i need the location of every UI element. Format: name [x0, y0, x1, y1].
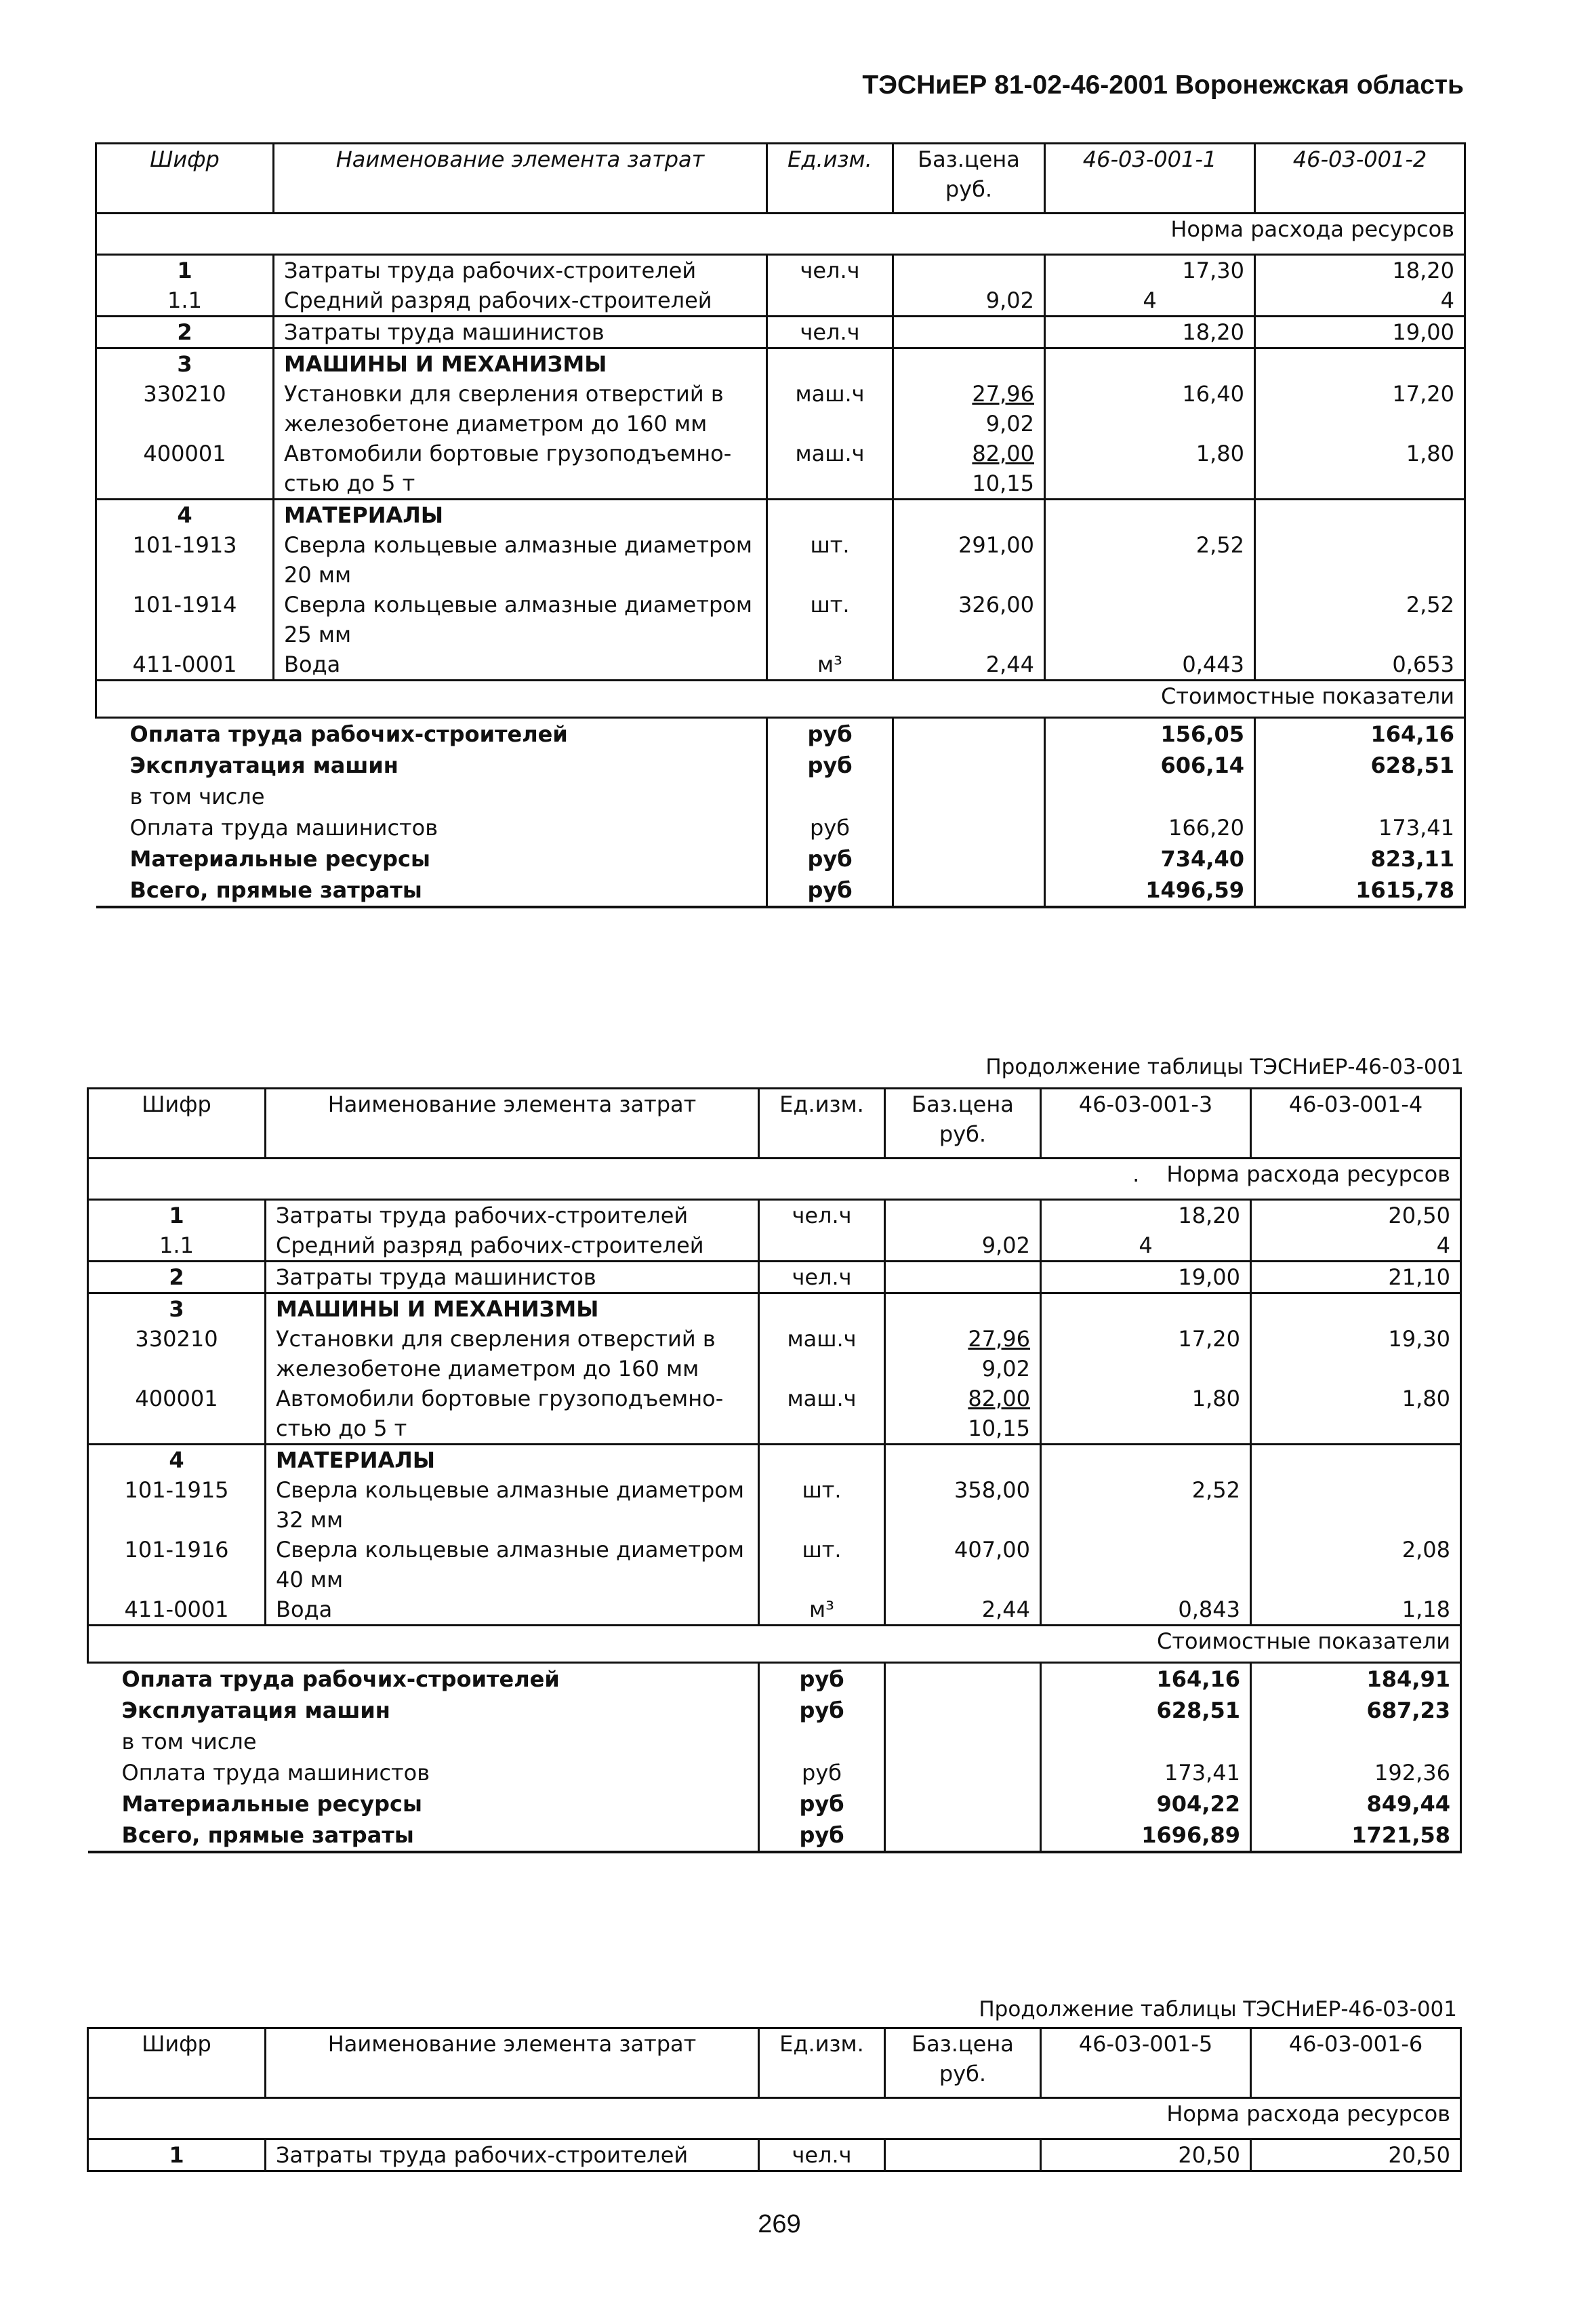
cost-row: [88, 1788, 1461, 1819]
cost-value-a: 1496,59: [1045, 874, 1255, 907]
table-row: 1.1 Средний разряд рабочих-строителей 9,02 4 4: [96, 285, 1465, 317]
column-header-name: Наименование элемента затрат: [266, 1089, 759, 1159]
cost-row: [88, 1757, 1461, 1788]
cost-row: [96, 781, 1465, 812]
cost-value-a: 156,05: [1045, 718, 1255, 750]
table-row: 1.1 Средний разряд рабочих-строителей 9,02 4 4: [88, 1230, 1461, 1262]
table-row: 3 МАШИНЫ И МЕХАНИЗМЫ: [88, 1293, 1461, 1325]
cost-label-text: Оплата труда рабочих-строителей: [88, 1663, 759, 1695]
resource-table-1: [95, 142, 1466, 908]
column-header-price: Баз.цена руб.: [885, 1089, 1041, 1159]
table-header-row: [88, 1089, 1461, 1159]
cost-value-b: 173,41: [1255, 812, 1465, 843]
cost-value-b: 628,51: [1255, 750, 1465, 781]
cost-row: [96, 874, 1465, 907]
cost-unit: руб: [759, 1695, 885, 1726]
table-row: 101-1915 Сверла кольцевые алмазные диаметром 32 мм шт. 358,00 2,52: [88, 1475, 1461, 1535]
column-header-unit: Ед.изм.: [767, 144, 893, 214]
cost-label-text: Эксплуатация машин: [88, 1695, 759, 1726]
column-header-price: Баз.цена руб.: [893, 144, 1045, 214]
table-row: 101-1913 Сверла кольцевые алмазные диаметром 20 мм шт. 291,00 2,52: [96, 530, 1465, 590]
norm-label-row: [96, 214, 1465, 255]
column-header-a: 46-03-001-1: [1045, 144, 1255, 214]
cost-row: [88, 1695, 1461, 1726]
cost-unit: руб: [767, 812, 893, 843]
cost-value-b: 687,23: [1251, 1695, 1461, 1726]
table-row: 330210 Установки для сверления отверстий в железобетоне диаметром до 160 мм маш.ч 27,96 9,02 17,20 19,30: [88, 1324, 1461, 1384]
norm-label-row: [88, 2098, 1461, 2139]
cost-value-a: 164,16: [1041, 1663, 1251, 1695]
norm-label-row: . Норма расхода ресурсов: [88, 1159, 1461, 1200]
cost-row: [88, 1663, 1461, 1695]
cost-value-b: 823,11: [1255, 843, 1465, 874]
norm-label: Норма расхода ресурсов: [1166, 1161, 1450, 1187]
cost-unit: [759, 1726, 885, 1757]
cost-label-text: в том числе: [96, 781, 767, 812]
cost-row: [88, 1726, 1461, 1757]
cost-rows-1: [96, 718, 1465, 908]
cost-value-b: 164,16: [1255, 718, 1465, 750]
cost-value-a: [1041, 1726, 1251, 1757]
continuation-label: Продолжение таблицы ТЭСНиЕР-46-03-001: [979, 1997, 1457, 2022]
cost-value-b: 184,91: [1251, 1663, 1461, 1695]
table-row: 330210 Установки для сверления отверстий в железобетоне диаметром до 160 мм маш.ч 27,96 9,02 16,40 17,20: [96, 379, 1465, 439]
cost-label-row: [88, 1626, 1461, 1663]
continuation-label: Продолжение таблицы ТЭСНиЕР-46-03-001: [985, 1055, 1464, 1079]
column-header-b: 46-03-001-2: [1255, 144, 1465, 214]
cost-unit: руб: [759, 1757, 885, 1788]
resource-table-2: [87, 1087, 1462, 1853]
cost-unit: руб: [767, 750, 893, 781]
cost-unit: руб: [767, 843, 893, 874]
column-header-code: Шифр: [96, 144, 274, 214]
column-header-unit: Ед.изм.: [759, 2028, 885, 2098]
cost-value-a: [1045, 781, 1255, 812]
cost-label-row: [96, 681, 1465, 718]
cost-unit: руб: [759, 1663, 885, 1695]
cost-rows-2: [88, 1663, 1461, 1853]
cost-value-b: [1255, 781, 1465, 812]
cost-value-a: 904,22: [1041, 1788, 1251, 1819]
table-row: 3 МАШИНЫ И МЕХАНИЗМЫ: [96, 348, 1465, 380]
cost-value-a: 166,20: [1045, 812, 1255, 843]
cost-value-b: 192,36: [1251, 1757, 1461, 1788]
table-header-row: [88, 2028, 1461, 2098]
cost-label-text: Всего, прямые затраты: [96, 874, 767, 907]
cost-unit: руб: [759, 1788, 885, 1819]
cost-value-a: 628,51: [1041, 1695, 1251, 1726]
cost-label-text: в том числе: [88, 1726, 759, 1757]
cost-row: [88, 1819, 1461, 1852]
column-header-a: 46-03-001-3: [1041, 1089, 1251, 1159]
cost-label-text: Оплата труда машинистов: [88, 1757, 759, 1788]
column-header-a: 46-03-001-5: [1041, 2028, 1251, 2098]
table-row: 411-0001 Вода м³ 2,44 0,843 1,18: [88, 1594, 1461, 1626]
cost-label-text: Оплата труда рабочих-строителей: [96, 718, 767, 750]
cost-unit: руб: [759, 1819, 885, 1852]
table-row: 4 МАТЕРИАЛЫ: [96, 500, 1465, 531]
column-header-price: Баз.цена руб.: [885, 2028, 1041, 2098]
column-header-unit: Ед.изм.: [759, 1089, 885, 1159]
cost-row: [96, 843, 1465, 874]
page-number: 269: [758, 2210, 801, 2238]
table-row: 411-0001 Вода м³ 2,44 0,443 0,653: [96, 649, 1465, 681]
table-row: 1 Затраты труда рабочих-строителей чел.ч 17,30 18,20: [96, 255, 1465, 286]
cost-value-a: 606,14: [1045, 750, 1255, 781]
table-header-row: [96, 144, 1465, 214]
cost-label: Стоимостные показатели: [96, 681, 1465, 718]
norm-label: Норма расхода ресурсов: [96, 214, 1465, 255]
cost-value-a: 734,40: [1045, 843, 1255, 874]
cost-unit: [767, 781, 893, 812]
table-row: 2 Затраты труда машинистов чел.ч 18,20 19,00: [96, 317, 1465, 348]
table-row: 400001 Автомобили бортовые грузоподъемно- стью до 5 т маш.ч 82,00 10,15 1,80 1,80: [88, 1384, 1461, 1445]
cost-value-b: 1615,78: [1255, 874, 1465, 907]
cost-label-text: Всего, прямые затраты: [88, 1819, 759, 1852]
table-row: 4 МАТЕРИАЛЫ: [88, 1445, 1461, 1476]
cost-value-a: 173,41: [1041, 1757, 1251, 1788]
table-row: 101-1916 Сверла кольцевые алмазные диаметром 40 мм шт. 407,00 2,08: [88, 1535, 1461, 1594]
table-row: 1 Затраты труда рабочих-строителей чел.ч 20,50 20,50: [88, 2139, 1461, 2171]
table-row: 2 Затраты труда машинистов чел.ч 19,00 21,10: [88, 1262, 1461, 1293]
cost-label-text: Эксплуатация машин: [96, 750, 767, 781]
column-header-code: Шифр: [88, 1089, 266, 1159]
document-header: ТЭСНиЕР 81-02-46-2001 Воронежская область: [862, 71, 1464, 100]
cost-label-text: Оплата труда машинистов: [96, 812, 767, 843]
column-header-b: 46-03-001-6: [1251, 2028, 1461, 2098]
table-row: 1 Затраты труда рабочих-строителей чел.ч 18,20 20,50: [88, 1200, 1461, 1231]
cost-unit: руб: [767, 718, 893, 750]
column-header-b: 46-03-001-4: [1251, 1089, 1461, 1159]
cost-label-text: Материальные ресурсы: [96, 843, 767, 874]
column-header-code: Шифр: [88, 2028, 266, 2098]
norm-label: Норма расхода ресурсов: [88, 2098, 1461, 2139]
cost-row: [96, 750, 1465, 781]
cost-unit: руб: [767, 874, 893, 907]
column-header-name: Наименование элемента затрат: [266, 2028, 759, 2098]
cost-row: [96, 718, 1465, 750]
table-row: 400001 Автомобили бортовые грузоподъемно- стью до 5 т маш.ч 82,00 10,15 1,80 1,80: [96, 439, 1465, 500]
cost-value-b: 1721,58: [1251, 1819, 1461, 1852]
cost-value-a: 1696,89: [1041, 1819, 1251, 1852]
cost-value-b: [1251, 1726, 1461, 1757]
cost-label: Стоимостные показатели: [88, 1626, 1461, 1663]
cost-value-b: 849,44: [1251, 1788, 1461, 1819]
cost-label-text: Материальные ресурсы: [88, 1788, 759, 1819]
resource-table-3: [87, 2027, 1462, 2172]
table-row: 101-1914 Сверла кольцевые алмазные диаметром 25 мм шт. 326,00 2,52: [96, 590, 1465, 649]
column-header-name: Наименование элемента затрат: [274, 144, 767, 214]
cost-row: [96, 812, 1465, 843]
